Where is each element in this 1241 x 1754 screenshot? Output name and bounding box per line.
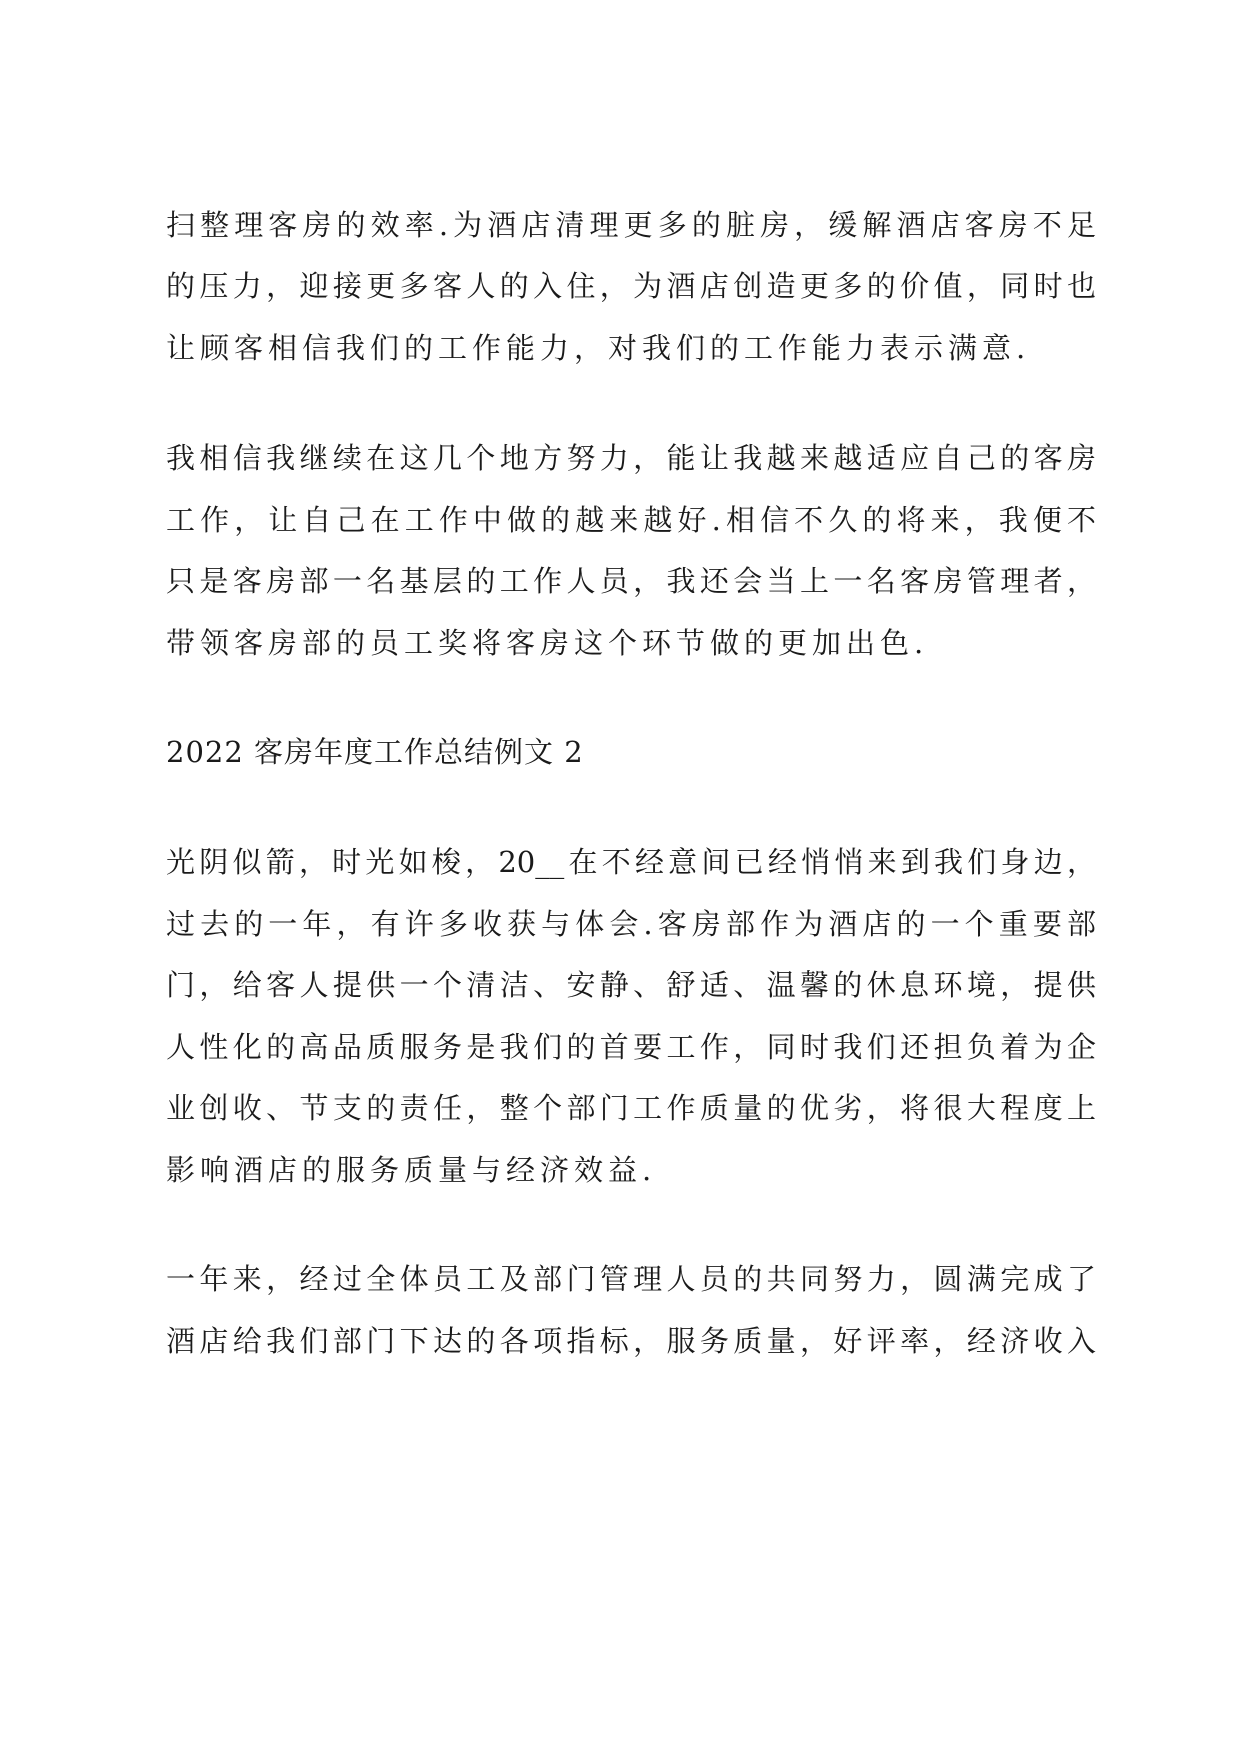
paragraph-line: 人性化的高品质服务是我们的首要工作，同时我们还担负着为企 [166,1030,1096,1064]
paragraph-line: 的压力，迎接更多客人的入住，为酒店创造更多的价值，同时也 [166,269,1096,303]
paragraph-line: 工作，让自己在工作中做的越来越好.相信不久的将来，我便不 [166,503,1096,537]
paragraph-line: 光阴似箭，时光如梭，20__在不经意间已经悄悄来到我们身边， [166,845,1096,879]
paragraph-line: 扫整理客房的效率.为酒店清理更多的脏房，缓解酒店客房不足 [166,208,1096,242]
section-title: 2022 客房年度工作总结例文 2 [166,735,584,769]
paragraph-line: 影响酒店的服务质量与经济效益. [166,1153,657,1187]
paragraph-line: 过去的一年，有许多收获与体会.客房部作为酒店的一个重要部 [166,907,1096,941]
paragraph-line: 带领客房部的员工奖将客房这个环节做的更加出色. [166,626,929,660]
paragraph-line: 一年来，经过全体员工及部门管理人员的共同努力，圆满完成了 [166,1262,1096,1296]
paragraph-line: 酒店给我们部门下达的各项指标，服务质量，好评率，经济收入 [166,1324,1096,1358]
paragraph-line: 业创收、节支的责任，整个部门工作质量的优劣，将很大程度上 [166,1091,1096,1125]
paragraph-line: 让顾客相信我们的工作能力，对我们的工作能力表示满意. [166,331,1031,365]
paragraph-line: 门，给客人提供一个清洁、安静、舒适、温馨的休息环境，提供 [166,968,1096,1002]
paragraph-line: 只是客房部一名基层的工作人员，我还会当上一名客房管理者， [166,564,1096,598]
paragraph-line: 我相信我继续在这几个地方努力，能让我越来越适应自己的客房 [166,441,1096,475]
